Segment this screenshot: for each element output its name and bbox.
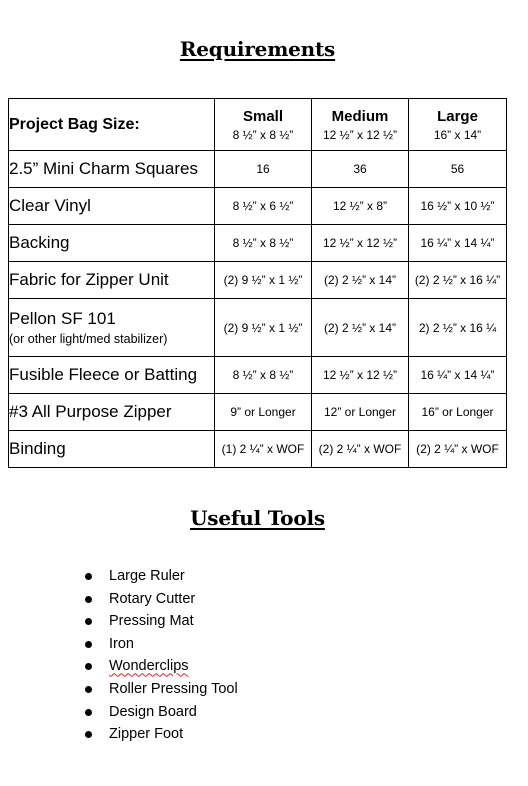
- row-label: #3 All Purpose Zipper: [9, 394, 215, 431]
- size-dimensions: 12 ½” x 12 ½”: [322, 127, 398, 142]
- tool-label: Design Board: [109, 703, 197, 720]
- list-item: [82, 655, 238, 678]
- cell-small: (1) 2 ¼” x WOF: [215, 431, 312, 468]
- requirements-table: [8, 98, 507, 468]
- cell-medium: (2) 2 ½” x 14”: [312, 299, 409, 357]
- cell-medium: 12” or Longer: [312, 394, 409, 431]
- row-label-main: Pellon SF 101: [9, 309, 116, 328]
- table-row: [9, 188, 507, 225]
- row-label: 2.5” Mini Charm Squares: [9, 151, 215, 188]
- bullet-icon: [85, 641, 92, 648]
- table-row: [9, 431, 507, 468]
- cell-small: 16: [215, 151, 312, 188]
- tool-label: Roller Pressing Tool: [109, 680, 238, 697]
- cell-large: 16 ¼” x 14 ¼”: [409, 357, 507, 394]
- table-row: [9, 225, 507, 262]
- bullet-icon: [85, 731, 92, 738]
- row-label: Clear Vinyl: [9, 188, 215, 225]
- size-dimensions: 8 ½” x 8 ½”: [232, 127, 294, 142]
- cell-large: 16 ¼” x 14 ¼”: [409, 225, 507, 262]
- bullet-icon: [85, 618, 92, 625]
- tool-label: Iron: [109, 635, 134, 652]
- table-row: [9, 151, 507, 188]
- size-small-header: [215, 99, 312, 151]
- list-item: [82, 723, 238, 746]
- useful-tools-heading: Useful Tools: [190, 506, 325, 530]
- table-row: [9, 299, 507, 357]
- row-label-sub: (or other light/med stabilizer): [9, 332, 168, 346]
- cell-medium: 12 ½” x 12 ½”: [312, 357, 409, 394]
- list-item: [82, 588, 238, 611]
- row-label: Fusible Fleece or Batting: [9, 357, 215, 394]
- cell-small: (2) 9 ½” x 1 ½”: [215, 299, 312, 357]
- list-item: [82, 701, 238, 724]
- cell-small: 9” or Longer: [215, 394, 312, 431]
- cell-large: 16” or Longer: [409, 394, 507, 431]
- list-item: [82, 565, 238, 588]
- tool-label-spellcheck: Wonderclips: [109, 658, 189, 675]
- cell-small: 8 ½” x 8 ½”: [215, 225, 312, 262]
- cell-medium: 12 ½” x 8”: [312, 188, 409, 225]
- table-row: [9, 262, 507, 299]
- cell-small: 8 ½” x 6 ½”: [215, 188, 312, 225]
- tool-label: Large Ruler: [109, 568, 185, 584]
- tool-label: Pressing Mat: [109, 613, 194, 630]
- row-label: Backing: [9, 225, 215, 262]
- cell-large: (2) 2 ¼” x WOF: [409, 431, 507, 468]
- requirements-heading: Requirements: [179, 37, 336, 61]
- row-label: [9, 299, 215, 357]
- bullet-icon: [85, 596, 92, 603]
- cell-small: 8 ½” x 8 ½”: [215, 357, 312, 394]
- row-label: Fabric for Zipper Unit: [9, 262, 215, 299]
- table-row: [9, 394, 507, 431]
- bullet-icon: [85, 573, 92, 580]
- table-row: [9, 357, 507, 394]
- cell-large: (2) 2 ½” x 16 ¼”: [409, 262, 507, 299]
- size-dimensions: 16” x 14”: [433, 127, 482, 142]
- bullet-icon: [85, 709, 92, 716]
- cell-large: 2) 2 ½” x 16 ¼: [409, 299, 507, 357]
- cell-large: 56: [409, 151, 507, 188]
- cell-medium: 36: [312, 151, 409, 188]
- size-name: Medium: [331, 107, 389, 125]
- project-bag-size-label: Project Bag Size:: [9, 99, 215, 151]
- cell-large: 16 ½” x 10 ½”: [409, 188, 507, 225]
- row-label: Binding: [9, 431, 215, 468]
- table-header-row: [9, 99, 507, 151]
- list-item: [82, 633, 238, 656]
- cell-medium: 12 ½” x 12 ½”: [312, 225, 409, 262]
- bullet-icon: [85, 686, 92, 693]
- bullet-icon: [85, 663, 92, 670]
- tool-label: Rotary Cutter: [109, 590, 196, 607]
- size-large-header: [409, 99, 507, 151]
- tools-list: [82, 565, 238, 746]
- tool-label: Zipper Foot: [109, 726, 184, 743]
- size-name: Large: [437, 107, 478, 125]
- list-item: [82, 610, 238, 633]
- size-medium-header: [312, 99, 409, 151]
- cell-medium: (2) 2 ½” x 14”: [312, 262, 409, 299]
- list-item: [82, 678, 238, 701]
- cell-small: (2) 9 ½” x 1 ½”: [215, 262, 312, 299]
- size-name: Small: [242, 107, 284, 125]
- cell-medium: (2) 2 ¼” x WOF: [312, 431, 409, 468]
